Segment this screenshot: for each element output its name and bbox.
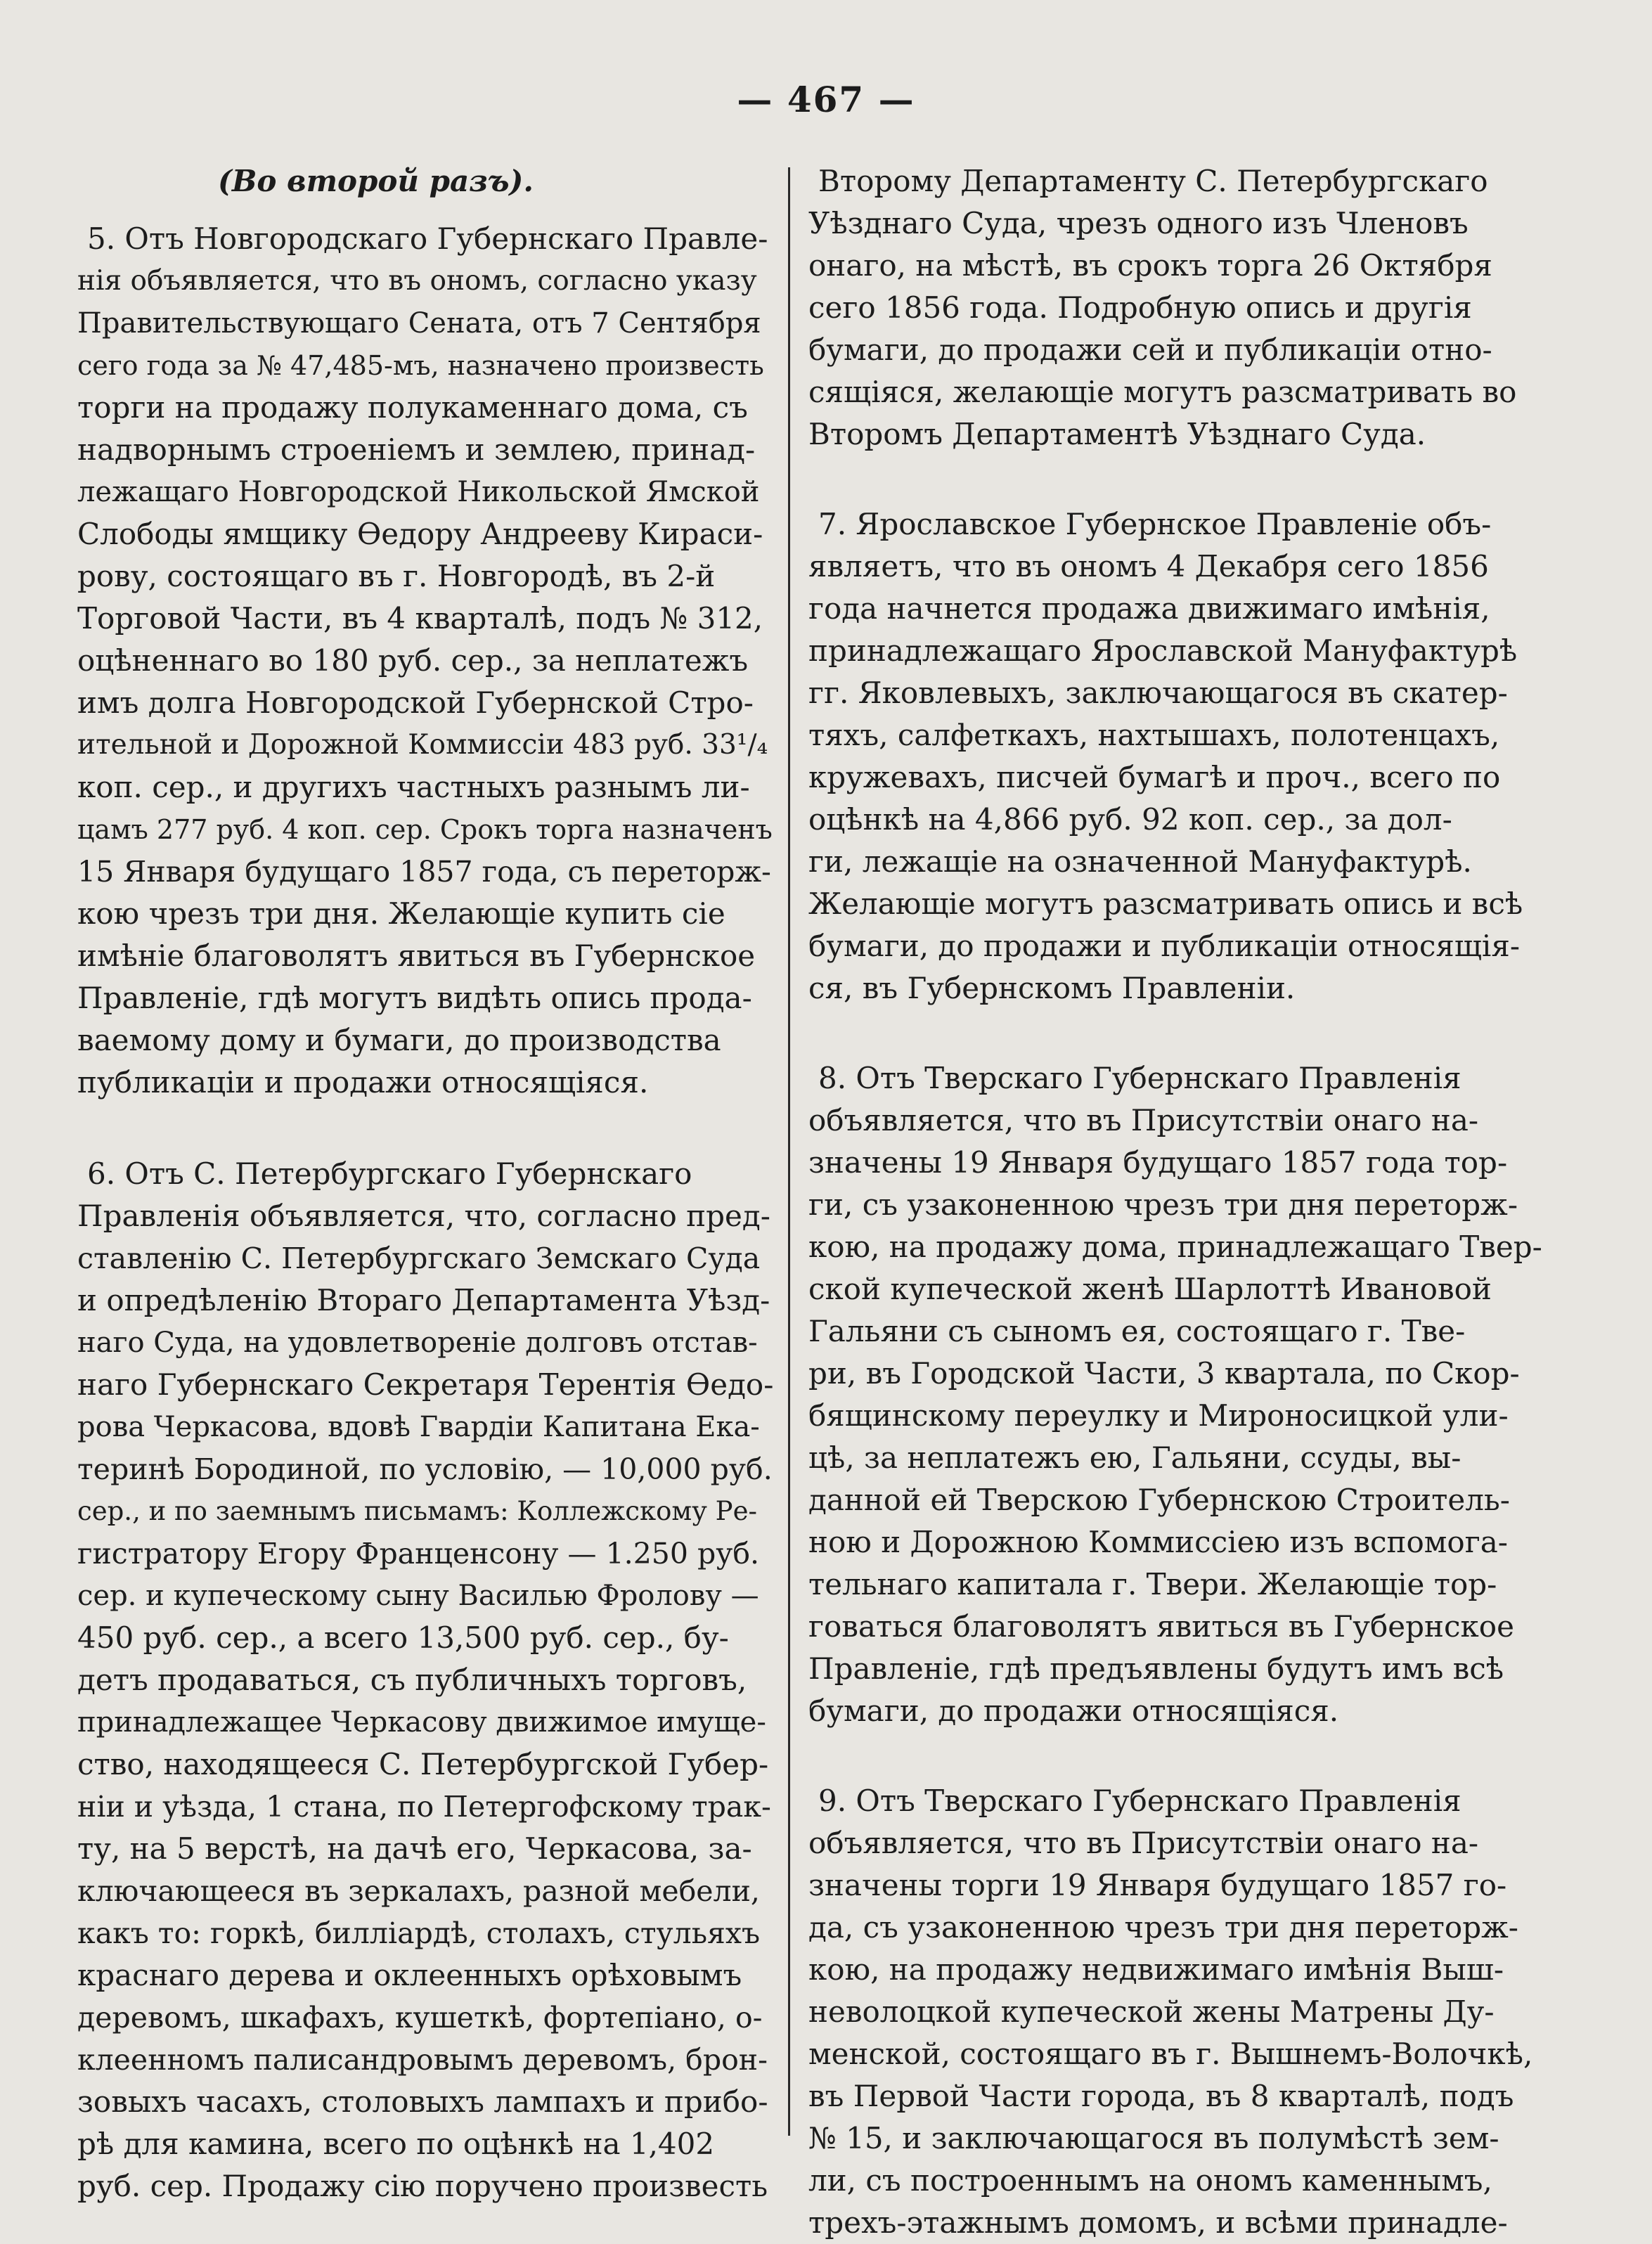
notice-paragraph bbox=[808, 1057, 1561, 1732]
text-line: менской, состоящаго въ г. Вышнемъ-Волочкѣ, bbox=[808, 2037, 1533, 2071]
text-line: ваемому дому и бумаги, до производства bbox=[77, 1023, 721, 1057]
text-line: принадлежащее Черкасову движимое имуще- bbox=[77, 1706, 766, 1739]
text-line: лежащаго Новгородской Никольской Ямской bbox=[77, 476, 760, 508]
text-line: значены 19 Января будущаго 1857 года тор- bbox=[808, 1145, 1508, 1180]
text-line: тяхъ, салфеткахъ, нахтышахъ, полотенцахъ, bbox=[808, 718, 1500, 752]
text-line: имѣніе благоволятъ явиться въ Губернское bbox=[77, 939, 756, 973]
text-line: сер. и купеческому сыну Василью Фролову — bbox=[77, 1580, 759, 1612]
text-line: ли, съ построеннымъ на ономъ каменнымъ, bbox=[808, 2163, 1492, 2198]
text-line: да, съ узаконенною чрезъ три дня переторж- bbox=[808, 1910, 1518, 1945]
text-line: кою, на продажу недвижимаго имѣнія Выш- bbox=[808, 1952, 1504, 1987]
text-line: трехъ-этажнымъ домомъ, и всѣми принадле- bbox=[808, 2205, 1508, 2240]
text-line: бумаги, до продажи и публикаціи относящія- bbox=[808, 929, 1521, 963]
text-line: надворнымъ строеніемъ и землею, принад- bbox=[77, 432, 756, 467]
text-line: Правленіе, гдѣ предъявлены будутъ имъ всѣ bbox=[808, 1651, 1504, 1686]
text-line: ся, въ Губернскомъ Правленіи. bbox=[808, 971, 1296, 1005]
text-line: наго Суда, на удовлетвореніе долговъ отстав- bbox=[77, 1327, 758, 1359]
notice-paragraph bbox=[77, 1153, 773, 2207]
right-column bbox=[808, 160, 1561, 2240]
text-line: наго Губернскаго Секретаря Терентія Ѳедо- bbox=[77, 1367, 773, 1402]
text-line: онаго, на мѣстѣ, въ срокъ торга 26 Октября bbox=[808, 248, 1492, 283]
text-line: рова Черкасова, вдовѣ Гвардіи Капитана Ека- bbox=[77, 1411, 760, 1443]
notice-paragraph bbox=[77, 218, 773, 1104]
text-line: ключающееся въ зеркалахъ, разной мебели, bbox=[77, 1874, 760, 1908]
text-line: года начнется продажа движимаго имѣнія, bbox=[808, 591, 1490, 626]
text-line: являетъ, что въ ономъ 4 Декабря сего 1856 bbox=[808, 549, 1489, 583]
text-line: Уѣзднаго Суда, чрезъ одного изъ Членовъ bbox=[808, 206, 1469, 240]
text-line: № 15, и заключающагося въ полумѣстѣ зем- bbox=[808, 2121, 1499, 2155]
text-line: ги, лежащіе на означенной Мануфактурѣ. bbox=[808, 844, 1472, 879]
text-line: 6. Отъ С. Петербургскаго Губернскаго bbox=[87, 1156, 692, 1191]
text-line: оцѣненнаго во 180 руб. сер., за неплатежъ bbox=[77, 643, 749, 678]
text-line: Желающіе могутъ разсматривать опись и всѣ bbox=[808, 886, 1523, 921]
text-line: сего года за № 47,485-мъ, назначено произвесть bbox=[77, 350, 764, 381]
text-line: сего 1856 года. Подробную опись и другія bbox=[808, 290, 1472, 325]
notice-paragraph bbox=[808, 1780, 1561, 2244]
text-line: зовыхъ часахъ, столовыхъ лампахъ и прибо- bbox=[77, 2084, 768, 2119]
page-number: — 467 — bbox=[737, 79, 915, 120]
notice-paragraph bbox=[808, 160, 1561, 456]
text-line: краснаго дерева и оклеенныхъ орѣховымъ bbox=[77, 1958, 742, 1992]
text-line: тельнаго капитала г. Твери. Желающіе тор- bbox=[808, 1567, 1497, 1601]
text-line: въ Первой Части города, въ 8 кварталѣ, подъ bbox=[808, 2079, 1514, 2113]
text-line: цамъ 277 руб. 4 коп. сер. Срокъ торга назначенъ bbox=[77, 814, 773, 845]
text-line: гистратору Егору Франценсону — 1.250 руб. bbox=[77, 1537, 760, 1571]
text-line: объявляется, что въ Присутствіи онаго на- bbox=[808, 1103, 1479, 1137]
text-line: имъ долга Новгородской Губернской Стро- bbox=[77, 685, 754, 720]
text-line: Торговой Части, въ 4 кварталѣ, подъ № 312, bbox=[77, 601, 763, 636]
text-line: 5. Отъ Новгородскаго Губернскаго Правле- bbox=[87, 221, 768, 256]
text-line: сер., и по заемнымъ письмамъ: Коллежскому Ре- bbox=[77, 1496, 757, 1526]
text-line: публикаціи и продажи относящіяся. bbox=[77, 1065, 649, 1100]
text-line: ской купеческой женѣ Шарлоттѣ Ивановой bbox=[808, 1272, 1492, 1306]
text-line: Второмъ Департаментѣ Уѣзднаго Суда. bbox=[808, 417, 1426, 451]
text-line: теринѣ Бородиной, по условію, — 10,000 руб. bbox=[77, 1452, 773, 1486]
text-line: Правленія объявляется, что, согласно пред- bbox=[77, 1199, 770, 1233]
text-line: Гальяни съ сыномъ ея, состоящаго г. Тве- bbox=[808, 1314, 1466, 1348]
text-line: ною и Дорожною Коммиссіею изъ вспомога- bbox=[808, 1525, 1508, 1559]
left-column bbox=[77, 160, 773, 2203]
text-line: объявляется, что въ Присутствіи онаго на- bbox=[808, 1826, 1479, 1860]
text-line: руб. сер. Продажу сію поручено произвесть bbox=[77, 2169, 768, 2203]
text-line: данной ей Тверскою Губернскою Строитель- bbox=[808, 1483, 1510, 1517]
text-line: торги на продажу полукаменнаго дома, съ bbox=[77, 390, 748, 425]
text-line: рѣ для камина, всего по оцѣнкѣ на 1,402 bbox=[77, 2127, 715, 2161]
section-caption: (Во второй разъ). bbox=[218, 164, 534, 198]
text-line: какъ то: горкѣ, билліардѣ, столахъ, стульяхъ bbox=[77, 1916, 761, 1950]
text-line: сящіяся, желающіе могутъ разсматривать во bbox=[808, 375, 1517, 409]
text-line: ство, находящееся С. Петербургской Губер- bbox=[77, 1747, 769, 1781]
text-line: значены торги 19 Января будущаго 1857 го- bbox=[808, 1868, 1507, 1902]
notice-paragraph bbox=[808, 503, 1561, 1010]
text-line: кружевахъ, писчей бумагѣ и проч., всего по bbox=[808, 760, 1501, 794]
text-line: Слободы ямщику Ѳедору Андрееву Кираси- bbox=[77, 517, 763, 551]
text-line: клеенномъ палисандровымъ деревомъ, брон- bbox=[77, 2043, 768, 2077]
text-line: бящинскому переулку и Мироносицкой ули- bbox=[808, 1398, 1509, 1433]
text-line: кою чрезъ три дня. Желающіе купить сіе bbox=[77, 896, 725, 931]
text-line: коп. сер., и другихъ частныхъ разнымъ ли- bbox=[77, 770, 750, 804]
text-line: принадлежащаго Ярославской Мануфактурѣ bbox=[808, 633, 1518, 668]
text-line: ставленію С. Петербургскаго Земскаго Суда bbox=[77, 1242, 761, 1275]
text-line: 9. Отъ Тверскаго Губернскаго Правленія bbox=[818, 1784, 1461, 1818]
text-line: Второму Департаменту С. Петербургскаго bbox=[818, 164, 1488, 198]
text-line: детъ продаваться, съ публичныхъ торговъ, bbox=[77, 1663, 747, 1697]
text-line: гг. Яковлевыхъ, заключающагося въ скатер- bbox=[808, 676, 1508, 710]
text-line: бумаги, до продажи относящіяся. bbox=[808, 1694, 1339, 1728]
text-line: бумаги, до продажи сей и публикаціи отно- bbox=[808, 333, 1492, 367]
text-line: нія объявляется, что въ ономъ, согласно указу bbox=[77, 265, 757, 297]
text-line: ри, въ Городской Части, 3 квартала, по Скор- bbox=[808, 1356, 1520, 1391]
text-line: рову, состоящаго въ г. Новгородѣ, въ 2-й bbox=[77, 559, 716, 593]
text-line: и опредѣленію Втораго Департамента Уѣзд- bbox=[77, 1283, 770, 1317]
text-line: 7. Ярославское Губернское Правленіе объ- bbox=[818, 507, 1492, 541]
text-line: кою, на продажу дома, принадлежащаго Твер- bbox=[808, 1230, 1542, 1264]
text-line: цѣ, за неплатежъ ею, Гальяни, ссуды, вы- bbox=[808, 1440, 1461, 1475]
text-line: оцѣнкѣ на 4,866 руб. 92 коп. сер., за дол- bbox=[808, 802, 1452, 837]
text-line: Правленіе, гдѣ могутъ видѣть опись прода- bbox=[77, 981, 752, 1015]
column-divider bbox=[788, 167, 790, 2136]
text-line: ги, съ узаконенною чрезъ три дня переторж- bbox=[808, 1187, 1518, 1222]
text-line: Правительствующаго Сената, отъ 7 Сентября bbox=[77, 307, 761, 340]
text-line: неволоцкой купеческой жены Матрены Ду- bbox=[808, 1994, 1495, 2029]
text-line: говаться благоволятъ явиться въ Губернское bbox=[808, 1609, 1514, 1644]
text-line: ительной и Дорожной Коммиссіи 483 руб. 33¹/₄ bbox=[77, 729, 768, 761]
text-line: ту, на 5 верстѣ, на дачѣ его, Черкасова, за- bbox=[77, 1831, 752, 1866]
text-line: ніи и уѣзда, 1 стана, по Петергофскому трак- bbox=[77, 1790, 771, 1824]
text-line: 450 руб. сер., а всего 13,500 руб. сер., бу- bbox=[77, 1620, 729, 1655]
text-line: 15 Января будущаго 1857 года, съ переторж- bbox=[77, 855, 771, 889]
text-line: деревомъ, шкафахъ, кушеткѣ, фортепіано, о- bbox=[77, 2001, 763, 2035]
text-line: 8. Отъ Тверскаго Губернскаго Правленія bbox=[818, 1061, 1461, 1095]
